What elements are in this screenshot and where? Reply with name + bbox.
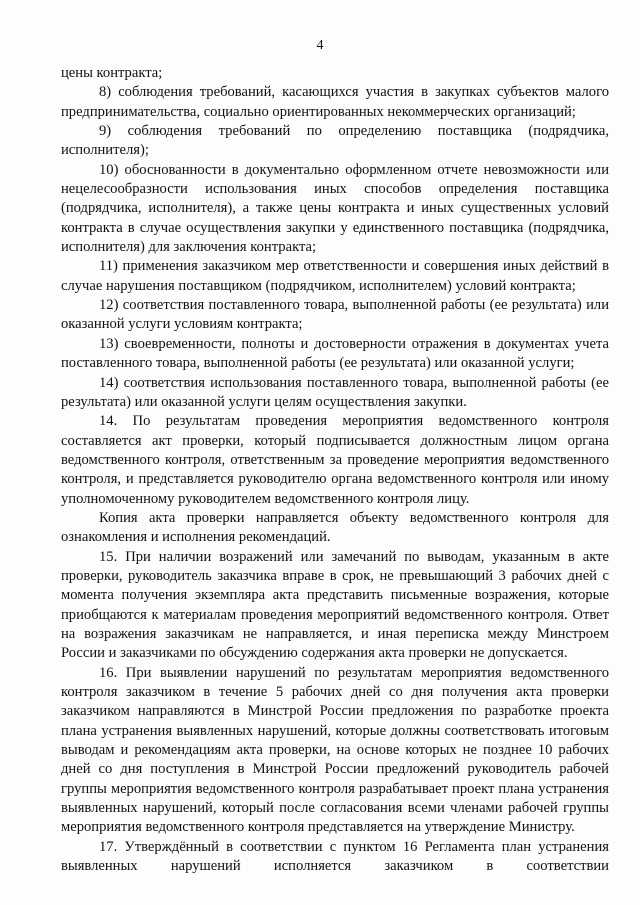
paragraph: 14. По результатам проведения мероприятия ведомственного контроля составляется акт проверки, который подписывается должностным лицом органа ведомственного контроля, ответственным за проведение мероприятия ведомственного контроля, и представляется руководителю органа ведомственного контроля или иному уполномоченному руководителем ведомственного контроля лицу. <box>61 413 609 507</box>
paragraph: 15. При наличии возражений или замечаний по выводам, указанным в акте проверки, руководитель заказчика вправе в срок, не превышающий 3 рабочих дней с момента получения экземпляра акта представить письменные возражения, которые приобщаются к материалам проведения мероприятий ведомственного контроля. Ответ на возражения заказчикам не направляется, и иная переписка между Минстроем России и заказчиками по обсуждению содержания акта проверки не допускается. <box>61 548 609 662</box>
paragraph: Копия акта проверки направляется объекту ведомственного контроля для ознакомления и исполнения рекомендаций. <box>61 509 609 546</box>
paragraph: 13) своевременности, полноты и достоверности отражения в документах учета поставленного товара, выполненной работы (ее результата) или оказанной услуги; <box>61 335 609 372</box>
paragraph: 12) соответствия поставленного товара, выполненной работы (ее результата) или оказанной услуги условиям контракта; <box>61 297 609 333</box>
paragraph: 9) соблюдения требований по определению поставщика (подрядчика, исполнителя); <box>61 123 609 159</box>
paragraph: 16. При выявлении нарушений по результатам мероприятия ведомственного контроля заказчиком в течение 5 рабочих дней со дня получения акта проверки заказчиком направляются в Минстрой России предложения по разработке проекта плана устранения выявленных нарушений, которые должны соответствовать итоговым выводам и рекомендациям акта проверки, на основе которых не позднее 10 рабочих дней со дня поступления в Минстрой России предложений руководитель рабочей группы мероприятия ведомственного контроля разрабатывает проект плана устранения выявленных нарушений, который после согласования всеми членами рабочей группы мероприятия ведомственного контроля представляется на утверждение Министру. <box>61 664 609 836</box>
paragraph: 8) соблюдения требований, касающихся участия в закупках субъектов малого предпринимательства, социально ориентированных некоммерческих организаций; <box>61 84 609 120</box>
paragraph: 11) применения заказчиком мер ответственности и совершения иных действий в случае нарушения поставщиком (подрядчиком, исполнителем) условий контракта; <box>61 258 609 294</box>
document-body <box>61 64 609 876</box>
paragraph: 17. Утверждённый в соответствии с пунктом 16 Регламента план устранения выявленных нарушений исполняется заказчиком в соответствии <box>61 838 609 875</box>
page-number: 4 <box>316 38 324 53</box>
paragraph: 14) соответствия использования поставленного товара, выполненной работы (ее результата) или оказанной услуги целям осуществления закупки. <box>61 374 609 410</box>
paragraph: цены контракта; <box>61 65 163 81</box>
paragraph: 10) обоснованности в документально оформленном отчете невозможности или нецелесообразности использования иных способов определения поставщика (подрядчика, исполнителя), а также цены контракта и иных существенных условий контракта в случае осуществления закупки у единственного поставщика (подрядчика, исполнителя) для заключения контракта; <box>61 161 609 256</box>
